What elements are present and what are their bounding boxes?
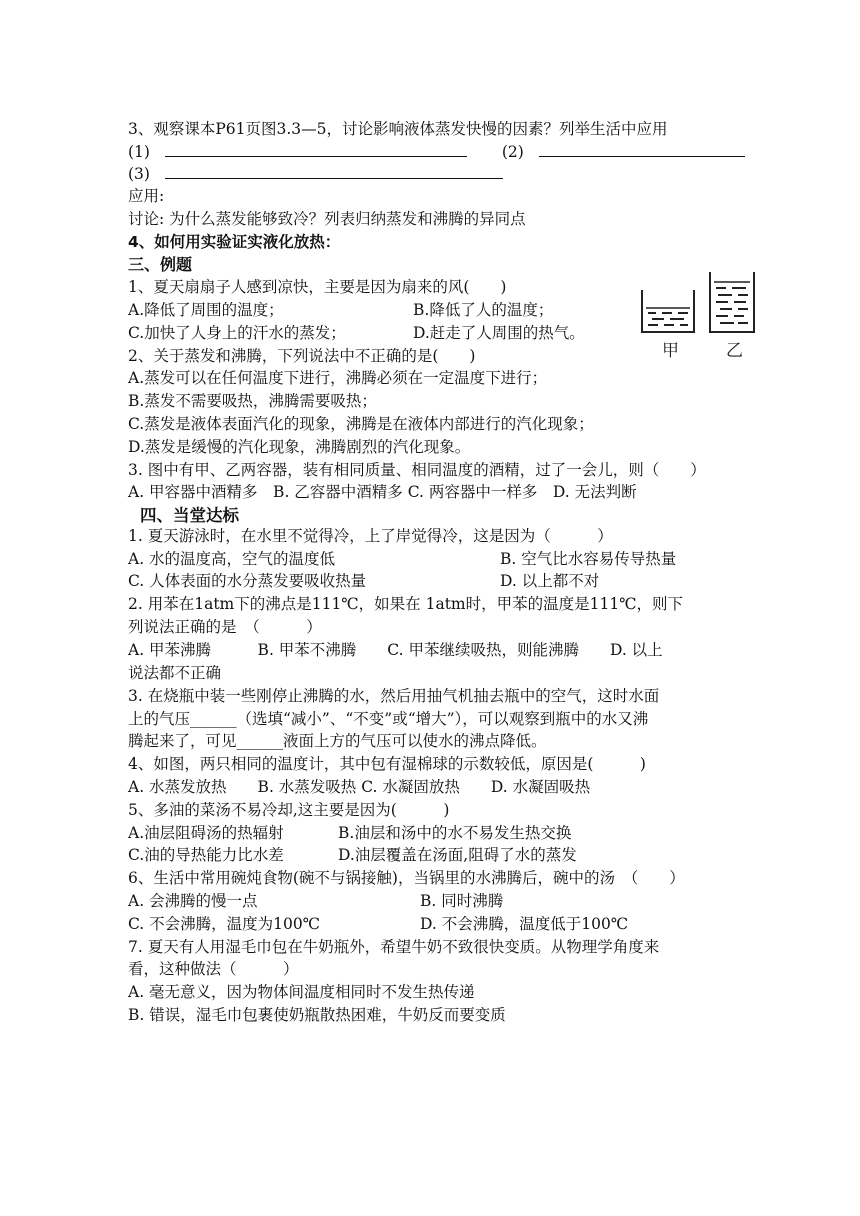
t2-stem-2: 列说法正确的是 （ ） (128, 618, 322, 636)
ex2-option-c: C.蒸发是液体表面汽化的现象，沸腾是在液体内部进行的汽化现象； (128, 415, 594, 433)
t7-line-1: 7. 夏天有人用湿毛巾包在牛奶瓶外，希望牛奶不致很快变质。从物理学角度来 (128, 938, 660, 956)
t1-options-cd (128, 570, 600, 592)
t5-options-cd (128, 844, 577, 866)
answer-blank-1[interactable] (165, 142, 467, 157)
ex2-stem: 2、关于蒸发和沸腾，下列说法中不正确的是( ) (128, 347, 476, 365)
label-yi: 乙 (726, 341, 743, 361)
q3-observe-text: 3、观察课本P61页图3.3—5，讨论影响液体蒸发快慢的因素？列举生活中应用 (128, 120, 668, 138)
answer-blank-2[interactable] (539, 142, 745, 157)
t1-option-b: B. 空气比水容易传导热量 (500, 550, 677, 568)
ex1-options-ab (128, 299, 554, 321)
t2-options: A. 甲苯沸腾 B. 甲苯不沸腾 C. 甲苯继续吸热，则能沸腾 D. 以上 (128, 641, 663, 659)
t7-line-2: 看，这种做法（ ） (128, 960, 299, 978)
section4-heading: 四、当堂达标 (140, 506, 239, 525)
t4-stem: 4、如图，两只相同的温度计，其中包有湿棉球的示数较低，原因是( ) (128, 755, 646, 773)
t6-option-c: C. 不会沸腾，温度为100℃ (128, 915, 321, 933)
answer-blank-3[interactable] (165, 164, 503, 179)
ex1-option-c: C.加快了人身上的汗水的蒸发； (128, 324, 346, 342)
apply-label: 应用: (128, 187, 165, 205)
item1-label: (1) (128, 143, 150, 161)
ex1-options-cd (128, 322, 585, 344)
t5-options-ab (128, 822, 572, 844)
t6-options-ab (128, 890, 504, 912)
ex2-option-b: B.蒸发不需要吸热，沸腾需要吸热； (128, 392, 377, 410)
t3-line-1: 3. 在烧瓶中装一些刚停止沸腾的水，然后用抽气机抽去瓶中的空气，这时水面 (128, 687, 660, 705)
ex1-option-a: A.降低了周围的温度； (128, 301, 284, 319)
ex3-stem: 3. 图中有甲、乙两容器，装有相同质量、相同温度的酒精，过了一会儿，则（ ） (128, 461, 706, 479)
t6-option-a: A. 会沸腾的慢一点 (128, 892, 258, 910)
t2-stem-1: 2. 用苯在1atm下的沸点是111℃，如果在 1atm时，甲苯的温度是111℃，则下 (128, 595, 684, 613)
t7-option-a: A. 毫无意义，因为物体间温度相同时不发生热传递 (128, 983, 475, 1001)
label-jia: 甲 (662, 341, 679, 361)
ex2-option-a: A.蒸发可以在任何温度下进行，沸腾必须在一定温度下进行； (128, 369, 548, 387)
q3-answer-line-3 (128, 163, 503, 185)
t5-option-a: A.油层阻碍汤的热辐射 (128, 824, 284, 842)
discuss-text: 讨论: 为什么蒸发能够致冷？列表归纳蒸发和沸腾的异同点 (128, 210, 526, 228)
t6-stem: 6、生活中常用碗炖食物(碗不与锅接触)，当锅里的水沸腾后，碗中的汤 （ ） (128, 869, 685, 887)
item3-label: (3) (128, 165, 150, 183)
t5-option-c: C.油的导热能力比水差 (128, 846, 284, 864)
t6-option-b: B. 同时沸腾 (420, 892, 504, 910)
t3-line-2: 上的气压______（选填“减小”、“不变”或“增大”），可以观察到瓶中的水又沸 (128, 710, 649, 728)
t3-line-3: 腾起来了，可见______液面上方的气压可以使水的沸点降低。 (128, 732, 547, 750)
q4-experiment: 4、如何用实验证实液化放热： (128, 233, 341, 251)
t1-option-c: C. 人体表面的水分蒸发要吸收热量 (128, 572, 367, 590)
t5-option-d: D.油层覆盖在汤面,阻碍了水的蒸发 (338, 846, 577, 864)
t5-option-b: B.油层和汤中的水不易发生热交换 (338, 824, 572, 842)
ex3-options: A. 甲容器中酒精多 B. 乙容器中酒精多 C. 两容器中一样多 D. 无法判断 (128, 483, 637, 501)
t1-options-ab (128, 548, 677, 570)
t1-option-d: D. 以上都不对 (500, 572, 600, 590)
t7-option-b: B. 错误，湿毛巾包裹使奶瓶散热困难，牛奶反而要变质 (128, 1006, 506, 1024)
t5-stem: 5、多油的菜汤不易冷却,这主要是因为( ) (128, 801, 450, 819)
ex2-option-d: D.蒸发是缓慢的汽化现象，沸腾剧烈的汽化现象。 (128, 438, 471, 456)
t1-option-a: A. 水的温度高，空气的温度低 (128, 550, 336, 568)
container-jia (642, 290, 694, 332)
t1-stem: 1. 夏天游泳时，在水里不觉得冷，上了岸觉得冷，这是因为（ ） (128, 527, 613, 545)
q3-answer-line-1-2 (128, 141, 745, 163)
t6-options-cd (128, 913, 629, 935)
item2-label: (2) (501, 143, 524, 161)
t4-options: A. 水蒸发放热 B. 水蒸发吸热 C. 水凝固放热 D. 水凝固吸热 (128, 778, 591, 796)
t2-options-cont: 说法都不正确 (128, 664, 222, 682)
ex1-stem: 1、夏天扇扇子人感到凉快，主要是因为扇来的风( ) (128, 278, 507, 296)
section3-heading: 三、例题 (128, 255, 193, 274)
t6-option-d: D. 不会沸腾，温度低于100℃ (420, 915, 629, 933)
containers-figure (638, 268, 758, 368)
container-yi (710, 272, 754, 332)
ex1-option-d: D.赶走了人周围的热气。 (413, 324, 585, 342)
ex1-option-b: B.降低了人的温度； (413, 301, 554, 319)
